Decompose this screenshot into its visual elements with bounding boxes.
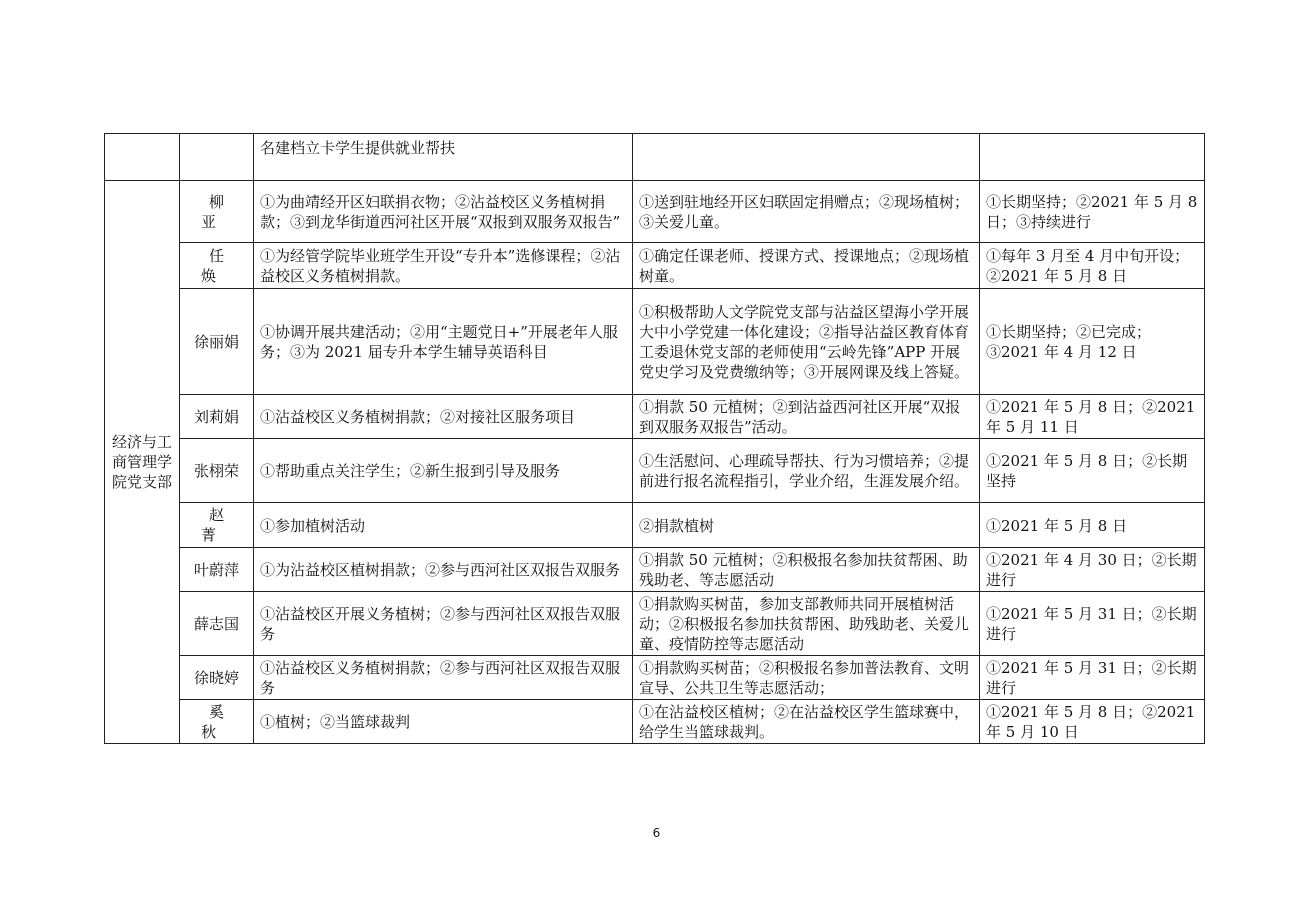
service-time: ①2021 年 5 月 8 日；②2021 年 5 月 10 日 [980,700,1205,744]
service-time [980,134,1205,181]
page-number: 6 [652,826,661,840]
table-row [105,592,1205,656]
service-measures: ①确定任课老师、授课方式、授课地点；②现场植树童。 [633,243,980,289]
service-content: ①沾益校区义务植树捐款；②参与西河社区双报告双服务 [254,656,633,700]
service-time: ①2021 年 5 月 8 日；②长期坚持 [980,439,1205,503]
service-measures: ①捐款购买树苗；②积极报名参加普法教育、文明宣导、公共卫生等志愿活动； [633,656,980,700]
table-row [105,439,1205,503]
table-row-continued [105,134,1205,181]
service-content: ①为曲靖经开区妇联捐衣物；②沾益校区义务植树捐款；③到龙华街道西河社区开展“双报到双服务双报告” [254,181,633,243]
table-row [105,243,1205,289]
service-time: ①长期坚持；②2021 年 5 月 8 日；③持续进行 [980,181,1205,243]
service-time: ①2021 年 5 月 8 日；②2021 年 5 月 11 日 [980,395,1205,439]
service-measures: ①生活慰问、心理疏导帮扶、行为习惯培养；②提前进行报名流程指引，学业介绍，生涯发展介绍。 [633,439,980,503]
service-time: ①2021 年 5 月 31 日；②长期进行 [980,592,1205,656]
service-content: ①沾益校区义务植树捐款；②对接社区服务项目 [254,395,633,439]
member-name: 刘莉娟 [180,395,254,439]
table-row [105,700,1205,744]
service-measures [633,134,980,181]
member-name: 任焕 [180,243,254,289]
member-name: 柳亚 [180,181,254,243]
member-name: 张栩荣 [180,439,254,503]
member-name: 赵菁 [180,503,254,548]
table-row [105,656,1205,700]
service-measures: ①捐款 50 元植树；②到沾益西河社区开展“双报到双服务双报告”活动。 [633,395,980,439]
member-name: 叶蔚萍 [180,548,254,592]
service-measures: ①送到驻地经开区妇联固定捐赠点；②现场植树；③关爱儿童。 [633,181,980,243]
service-measures: ①捐款 50 元植树；②积极报名参加扶贫帮困、助残助老、等志愿活动 [633,548,980,592]
service-content: ①参加植树活动 [254,503,633,548]
department-cell: 经济与工商管理学院党支部 [105,181,180,744]
table-row [105,289,1205,395]
service-content: ①沾益校区开展义务植树；②参与西河社区双报告双服务 [254,592,633,656]
member-name: 徐晓婷 [180,656,254,700]
service-content: ①帮助重点关注学生；②新生报到引导及服务 [254,439,633,503]
service-time: ①2021 年 5 月 31 日；②长期进行 [980,656,1205,700]
service-content: ①为沾益校区植树捐款；②参与西河社区双报告双服务 [254,548,633,592]
service-time: ①每年 3 月至 4 月中旬开设；②2021 年 5 月 8 日 [980,243,1205,289]
service-measures: ②捐款植树 [633,503,980,548]
service-time: ①2021 年 4 月 30 日；②长期进行 [980,548,1205,592]
service-time: ①长期坚持；②已完成；③2021 年 4 月 12 日 [980,289,1205,395]
service-content: ①植树；②当篮球裁判 [254,700,633,744]
member-name: 奚秋 [180,700,254,744]
table-row [105,181,1205,243]
member-name [180,134,254,181]
service-table [104,133,1205,744]
service-measures: ①积极帮助人文学院党支部与沾益区望海小学开展大中小学党建一体化建设；②指导沾益区教育体育工委退休党支部的老师使用“云岭先锋”APP 开展党史学习及党费缴纳等；③开展网课及线上答疑。 [633,289,980,395]
service-content: ①为经管学院毕业班学生开设“专升本”选修课程；②沾益校区义务植树捐款。 [254,243,633,289]
service-time: ①2021 年 5 月 8 日 [980,503,1205,548]
service-content: 名建档立卡学生提供就业帮扶 [254,134,633,181]
table-row [105,548,1205,592]
member-name: 薛志国 [180,592,254,656]
department-cell [105,134,180,181]
service-measures: ①在沾益校区植树；②在沾益校区学生篮球赛中，给学生当篮球裁判。 [633,700,980,744]
service-measures: ①捐款购买树苗，参加支部教师共同开展植树活动；②积极报名参加扶贫帮困、助残助老、关爱儿童、疫情防控等志愿活动 [633,592,980,656]
table-row [105,503,1205,548]
table-row [105,395,1205,439]
service-content: ①协调开展共建活动；②用“主题党日+”开展老年人服务；③为 2021 届专升本学生辅导英语科目 [254,289,633,395]
member-name: 徐丽娟 [180,289,254,395]
